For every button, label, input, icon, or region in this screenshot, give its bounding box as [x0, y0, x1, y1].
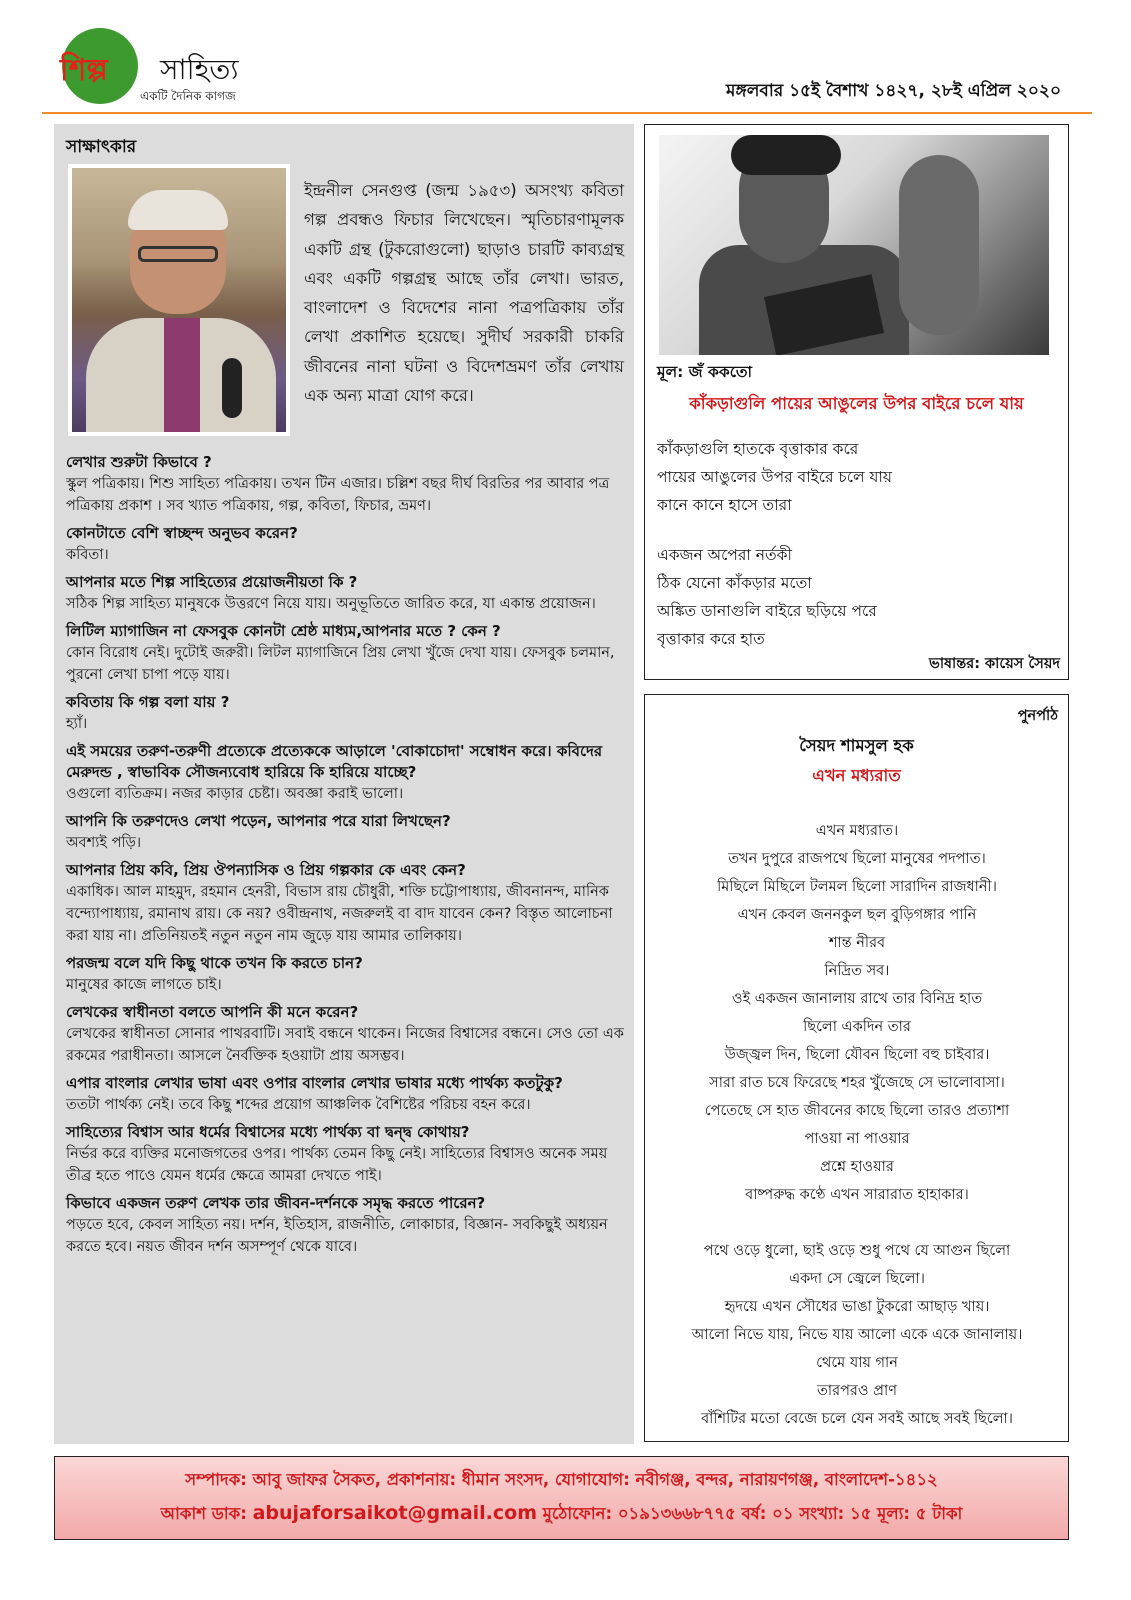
- answer: মানুষের কাজে লাগতে চাই।: [66, 977, 222, 993]
- qa-item: [66, 1122, 626, 1187]
- imprint-line: সম্পাদক: আবু জাফর সৈকত, প্রকাশনায়: ধীমান সংসদ, যোগাযোগ: নবীগঞ্জ, বন্দর, নারায়ণগঞ্জ, বাংলাদেশ-১৪১২: [185, 1470, 938, 1489]
- translation-box: [644, 124, 1069, 680]
- contact-line: [55, 1501, 1068, 1528]
- answer: হ্যাঁ।: [66, 716, 88, 732]
- microphone-icon: [222, 358, 242, 418]
- question: আপনি কি তরুণদেও লেখা পড়েন, আপনার পরে যারা লিখছেন?: [66, 812, 451, 830]
- question: আপনার প্রিয় কবি, প্রিয় ঔপন্যাসিক ও প্রিয় গল্পকার কে এবং কেন?: [66, 861, 466, 879]
- header-rule: [42, 112, 1092, 114]
- poem-line: নিদ্রিত সব।: [824, 963, 890, 979]
- qa-item: [66, 452, 626, 517]
- poet-name: সৈয়দ শামসুল হক: [799, 736, 914, 755]
- question: আপনার মতে শিল্প সাহিত্যের প্রয়োজনীয়তা কি ?: [66, 573, 358, 591]
- interview-intro: ইন্দ্রনীল সেনগুপ্ত (জন্ম ১৯৫৩) অসংখ্য কবিতা গল্প প্রবন্ধও ফিচার লিখেছেন। স্মৃতিচারণামূলক একটি গ্রন্থ (টুকরোগুলো) ছাড়াও চারটি কাব্যগ্রন্থ এবং একটি গল্পগ্রন্থ আছে তাঁর লেখা। ভারত, বাংলাদেশ ও বিদেশের নানা পত্রপত্রিকায় তাঁর লেখা প্রকাশিত হয়েছে। সুদীর্ঘ সরকারী চাকরি জীবনের নানা ঘটনা ও বিদেশভ্রমণ তাঁর লেখায় এক অন্য মাত্রা যোগ করে।: [304, 181, 624, 406]
- qa-item: [66, 1193, 626, 1258]
- poem-line: আলো নিভে যায়, নিভে যায় আলো একে একে জানালায়।: [691, 1327, 1023, 1343]
- poem-line: বাঁশিটির মতো বেজে চলে যেন সবই আছে সবই ছিলো।: [701, 1411, 1013, 1427]
- question: লেখকের স্বাধীনতা বলতে আপনি কী মনে করেন?: [66, 1003, 359, 1021]
- qa-item: [66, 1002, 626, 1067]
- reprint-title: এখন মধ্যরাত: [812, 766, 901, 785]
- qa-item: [66, 572, 626, 615]
- poem-line: পায়ের আঙুলের উপর বাইরে চলে যায়: [657, 468, 893, 486]
- answer: পড়তে হবে, কেবল সাহিত্য নয়। দর্শন, ইতিহাস, রাজনীতি, লোকাচার, বিজ্ঞান- সবকিছুই অধ্যয়ন করতে হবে। নয়ত জীবন দর্শন অসম্পূর্ণ থেকে যাবে।: [66, 1217, 608, 1255]
- qa-item: [66, 523, 626, 566]
- interview-column: [54, 124, 634, 1444]
- poem-line: পেতেছে সে হাত জীবনের কাছে ছিলো তারও প্রত্যাশা: [704, 1103, 1010, 1119]
- contact-details: মুঠোফোন: ০১৯১৩৬৬৮৭৭৫ বর্ষ: ০১ সংখ্যা: ১৫ মূল্য: ৫ টাকা: [537, 1504, 963, 1523]
- poem-line: ছিলো একদিন তার: [803, 1019, 911, 1035]
- qa-item: [66, 811, 626, 854]
- poem-line: মিছিলে মিছিলে টলমল ছিলো সারাদিন রাজধানী।: [717, 879, 997, 895]
- qa-item: [66, 741, 626, 805]
- poem-line: একদা সে জ্বেলে ছিলো।: [789, 1271, 925, 1287]
- answer: একাধিক। আল মাহমুদ, রহমান হেনরী, বিভাস রায় চৌধুরী, শক্তি চট্টোপাধ্যায়, জীবনানন্দ, মানিক বন্দ্যোপাধ্যায়, রমানাথ রায়। কে নয়? ওবীন্দ্রনাথ, নজরুলই বা বাদ যাবেন কেন? বিস্তৃত আলোচনা করা যায় না। প্রতিনিয়তই নতুন নতুন নাম জুড়ে যায় আমার তালিকায়।: [66, 884, 613, 944]
- answer: নির্ভর করে ব্যক্তির মনোজগতের ওপর। পার্থক্য তেমন কিছু নেই। সাহিত্যের বিশ্বাসও অনেক সময় তীব্র হতে পাওে যেমন ধর্মের ক্ষেত্রে আমরা দেখতে পাই।: [66, 1146, 608, 1184]
- qa-list: [66, 452, 626, 1264]
- poem-line: অঙ্কিত ডানাগুলি বাইরে ছড়িয়ে পরে: [657, 602, 877, 620]
- imprint-footer: [54, 1456, 1069, 1540]
- answer: অবশ্যই পড়ি।: [66, 835, 142, 851]
- poem-line: কাঁকড়াগুলি হাতকে বৃত্তাকার করে: [657, 440, 859, 458]
- original-author: মূল: জঁ ককতো: [657, 363, 753, 381]
- email-label: আকাশ ডাক:: [160, 1504, 253, 1523]
- question: কোনটাতে বেশি স্বাচ্ছন্দ অনুভব করেন?: [66, 524, 298, 542]
- dateline: মঙ্গলবার ১৫ই বৈশাখ ১৪২৭, ২৮ই এপ্রিল ২০২০: [726, 81, 1061, 101]
- poem-line: উজ্জ্বল দিন, ছিলো যৌবন ছিলো বহু চাইবার।: [724, 1047, 990, 1063]
- question: এপার বাংলার লেখার ভাষা এবং ওপার বাংলার লেখার ভাষার মধ্যে পার্থক্য কতটুকু?: [66, 1074, 563, 1092]
- masthead: [0, 0, 1131, 116]
- qa-item: [66, 692, 626, 735]
- question: লেখার শুরুটা কিভাবে ?: [66, 453, 212, 471]
- answer: কোন বিরোধ নেই। দুটোই জরুরী। লিটল ম্যাগাজিনে প্রিয় লেখা খুঁজে দেখা যায়। ফেসবুক চলমান, পুরনো লেখা চাপা পড়ে যায়।: [66, 645, 615, 683]
- translation-poem: [657, 435, 1057, 653]
- qa-item: [66, 621, 626, 686]
- answer: সঠিক শিল্প সাহিত্য মানুষকে উত্তরণে নিয়ে যায়। অনুভূতিতে জারিত করে, যা একান্ত প্রয়োজন।: [66, 596, 596, 612]
- section-title: সাক্ষাৎকার: [66, 137, 137, 157]
- translation-title: কাঁকড়াগুলি পায়ের আঙুলের উপর বাইরে চলে যায়: [689, 394, 1024, 413]
- answer: ওগুলো ব্যতিক্রম। নজর কাড়ার চেষ্টা। অবজ্ঞা করাই ভালো।: [66, 786, 404, 802]
- logo-sahitya: সাহিত্য: [160, 53, 239, 86]
- question: কিভাবে একজন তরুণ লেখক তার জীবন-দর্শনকে সমৃদ্ধ করতে পারেন?: [66, 1194, 486, 1212]
- question: পরজন্ম বলে যদি কিছু থাকে তখন কি করতে চান?: [66, 954, 363, 972]
- poem-line: পথে ওড়ে ধুলো, ছাই ওড়ে শুধু পথে যে আগুন ছিলো: [703, 1243, 1011, 1259]
- answer: কবিতা।: [66, 547, 109, 563]
- email-link[interactable]: abujaforsaikot@gmail.com: [252, 1502, 538, 1524]
- poem-line: থেমে যায় গান: [816, 1355, 898, 1371]
- poem-line: একজন অপেরা নর্তকী: [657, 546, 792, 564]
- translator-credit: ভাষান্তর: কায়েস সৈয়দ: [929, 656, 1060, 672]
- question: সাহিত্যের বিশ্বাস আর ধর্মের বিশ্বাসের মধ্যে পার্থক্য বা দ্বন্দ্ব কোথায়?: [66, 1123, 470, 1141]
- poem-line: তখন দুপুরে রাজপথে ছিলো মানুষের পদপাত।: [728, 851, 986, 867]
- logo-tagline: একটি দৈনিক কাগজ: [140, 89, 236, 103]
- poem-line: প্রশ্নে হাওয়ার: [820, 1159, 894, 1175]
- poem-line: ওই একজন জানালায় রাখে তার বিনিদ্র হাত: [731, 991, 983, 1007]
- qa-item: [66, 860, 626, 947]
- question: লিটিল ম্যাগাজিন না ফেসবুক কোনটা শ্রেষ্ঠ মাধ্যম,আপনার মতে ? কেন ?: [66, 622, 501, 640]
- poem-line: এখন কেবল জননকুল ছল বুড়িগঙ্গার পানি: [737, 907, 977, 923]
- poem-line: এখন মধ্যরাত।: [815, 823, 899, 839]
- poem-line: পাওয়া না পাওয়ার: [804, 1131, 910, 1147]
- reprint-poem: [653, 817, 1061, 1433]
- reprint-label: পুনর্পাঠ: [1017, 708, 1058, 724]
- question: কবিতায় কি গল্প বলা যায় ?: [66, 693, 230, 711]
- answer: ততটা পার্থক্য নেই। তবে কিছু শব্দের প্রয়োগ আঞ্চলিক বৈশিষ্টের পরিচয় বহন করে।: [66, 1097, 531, 1113]
- qa-item: [66, 1073, 626, 1116]
- poem-line: বৃত্তাকার করে হাত: [657, 630, 765, 648]
- poem-line: কানে কানে হাসে তারা: [657, 496, 792, 514]
- poem-line: তারপরও প্রাণ: [817, 1383, 897, 1399]
- poem-line: ঠিক যেনো কাঁকড়ার মতো: [657, 574, 812, 592]
- qa-item: [66, 953, 626, 996]
- logo-shilpa: শিল্প: [60, 53, 108, 88]
- answer: লেখকের স্বাধীনতা সোনার পাথরবাটি। সবাই বন্ধনে থাকেন। নিজের বিশ্বাসের বন্ধনে। সেও তো এক রকমের পরাধীনতা। আসলে নৈর্বক্তিক হওয়াটা প্রায় অসম্ভব।: [66, 1026, 624, 1064]
- poem-line: হৃদয়ে এখন সৌধের ভাঙা টুকরো আছাড় খায়।: [724, 1299, 990, 1315]
- poem-line: সারা রাত চষে ফিরেছে শহর খুঁজেছে সে ভালোবাসা।: [709, 1075, 1005, 1091]
- question: এই সময়ের তরুণ-তরুণী প্রত্যেকে প্রত্যেককে আড়ালে 'বোকাচোদা' সম্বোধন করে। কবিদের মেরুদন্ড , স্বাভাবিক সৌজন্যবোধ হারিয়ে কি হারিয়ে যাচ্ছে?: [66, 742, 603, 781]
- answer: স্কুল পত্রিকায়। শিশু সাহিত্য পত্রিকায়। তখন টিন এজার। চল্লিশ বছর দীর্ঘ বিরতির পর আবার পত্র পত্রিকায় প্রকাশ । সব খ্যাত পত্রিকায়, গল্প, কবিতা, ফিচার, ভ্রমণ।: [66, 476, 610, 514]
- reprint-box: [644, 694, 1069, 1442]
- poem-line: শান্ত নীরব: [828, 935, 886, 951]
- poet-photo: [659, 135, 1049, 355]
- author-portrait: [68, 164, 290, 436]
- poem-line: বাষ্পরুদ্ধ কণ্ঠে এখন সারারাত হাহাকার।: [745, 1187, 969, 1203]
